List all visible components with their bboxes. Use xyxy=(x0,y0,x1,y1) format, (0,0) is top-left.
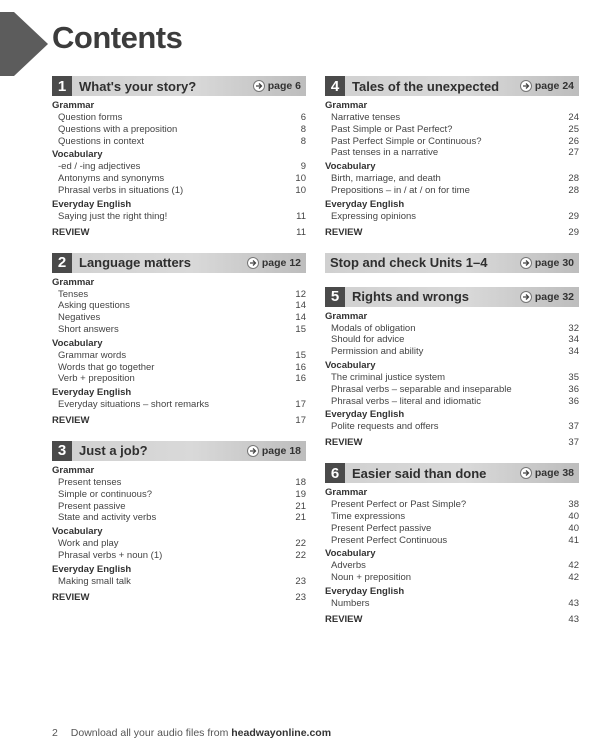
unit-block xyxy=(325,463,579,626)
contents-entry[interactable] xyxy=(325,384,579,396)
entry-page: 27 xyxy=(568,147,579,159)
contents-entry[interactable] xyxy=(52,289,306,301)
entry-page: 28 xyxy=(568,184,579,196)
entry-title: Past Perfect Simple or Continuous? xyxy=(331,135,482,147)
review-label: REVIEW xyxy=(325,437,363,449)
unit-page-label: page 24 xyxy=(534,80,574,92)
unit-number: 5 xyxy=(325,287,345,307)
entry-page: 9 xyxy=(300,161,306,173)
review-entry[interactable] xyxy=(325,227,579,239)
entry-title: Words that go together xyxy=(58,361,155,373)
entry-title: Verb + preposition xyxy=(58,373,135,385)
section-heading: Grammar xyxy=(325,487,368,499)
arrow-right-circle-icon xyxy=(253,80,265,92)
entry-page: 40 xyxy=(568,522,579,534)
entry-page: 14 xyxy=(295,312,306,324)
unit-block xyxy=(52,441,306,604)
title-arrow-tip-icon xyxy=(14,12,48,76)
entry-page: 42 xyxy=(568,572,579,584)
contents-entry[interactable] xyxy=(52,362,306,374)
entry-title: Time expressions xyxy=(331,510,406,522)
unit-page-link[interactable] xyxy=(253,80,301,92)
contents-entry[interactable] xyxy=(325,334,579,346)
contents-entry[interactable] xyxy=(52,136,306,148)
review-label: REVIEW xyxy=(325,613,363,625)
unit-page-label: page 18 xyxy=(261,444,301,457)
contents-entry[interactable] xyxy=(325,112,579,124)
entry-title: Expressing opinions xyxy=(331,210,417,222)
unit-page-link[interactable] xyxy=(247,445,301,457)
contents-entry[interactable] xyxy=(52,399,306,411)
entry-title: Phrasal verbs – literal and idiomatic xyxy=(331,395,481,407)
entry-title: Present tenses xyxy=(58,476,122,488)
entry-title: Past Simple or Past Perfect? xyxy=(331,123,453,135)
entry-title: Present Perfect or Past Simple? xyxy=(331,499,467,511)
entry-page: 10 xyxy=(295,184,306,196)
entry-title: Phrasal verbs + noun (1) xyxy=(58,549,163,561)
review-page: 17 xyxy=(295,414,306,426)
review-page: 37 xyxy=(568,437,579,449)
entry-page: 41 xyxy=(568,534,579,546)
contents-entry[interactable] xyxy=(325,523,579,535)
unit-title: Language matters xyxy=(79,255,191,271)
unit-title: Rights and wrongs xyxy=(352,289,469,305)
unit-page-link[interactable] xyxy=(520,291,574,303)
unit-block xyxy=(52,253,306,427)
entry-page: 15 xyxy=(295,323,306,335)
footer-link[interactable]: headwayonline.com xyxy=(231,727,332,739)
contents-entry[interactable] xyxy=(325,124,579,136)
entry-title: State and activity verbs xyxy=(58,512,157,524)
contents-entry[interactable] xyxy=(52,211,306,223)
unit-title: Easier said than done xyxy=(352,465,487,481)
section-heading: Everyday English xyxy=(325,409,405,421)
entry-page: 12 xyxy=(295,288,306,300)
contents-entry[interactable] xyxy=(52,550,306,562)
entry-title: Permission and ability xyxy=(331,346,424,358)
contents-entry[interactable] xyxy=(325,511,579,523)
entry-page: 36 xyxy=(568,395,579,407)
entry-page: 23 xyxy=(295,575,306,587)
entry-title: Tenses xyxy=(58,288,89,300)
entry-page: 34 xyxy=(568,334,579,346)
entry-page: 19 xyxy=(295,488,306,500)
entry-page: 38 xyxy=(568,499,579,511)
entry-title: Present passive xyxy=(58,500,126,512)
entry-title: Short answers xyxy=(58,323,119,335)
entry-title: Negatives xyxy=(58,312,101,324)
unit-block xyxy=(52,76,306,239)
section-heading: Grammar xyxy=(52,276,95,288)
contents-entry[interactable] xyxy=(325,572,579,584)
contents-entry[interactable] xyxy=(325,185,579,197)
entry-page: 18 xyxy=(295,476,306,488)
entry-title: Everyday situations – short remarks xyxy=(58,399,210,411)
unit-page-link[interactable] xyxy=(520,257,574,269)
contents-entry[interactable] xyxy=(325,211,579,223)
unit-header[interactable] xyxy=(52,253,306,273)
review-entry[interactable] xyxy=(325,614,579,626)
section-heading: Everyday English xyxy=(325,585,405,597)
entry-title: Should for advice xyxy=(331,334,405,346)
section-heading: Vocabulary xyxy=(325,548,376,560)
review-page: 29 xyxy=(568,226,579,238)
entry-page: 36 xyxy=(568,383,579,395)
review-label: REVIEW xyxy=(52,414,90,426)
contents-entry[interactable] xyxy=(52,300,306,312)
entry-page: 29 xyxy=(568,210,579,222)
contents-entry[interactable] xyxy=(52,324,306,336)
entry-page: 22 xyxy=(295,538,306,550)
entry-page: 21 xyxy=(295,500,306,512)
entry-title: Birth, marriage, and death xyxy=(331,173,441,185)
entry-page: 35 xyxy=(568,371,579,383)
unit-page-label: page 12 xyxy=(261,256,301,269)
entry-page: 14 xyxy=(295,300,306,312)
section-heading: Vocabulary xyxy=(52,337,103,349)
unit-page-label: page 32 xyxy=(534,290,574,303)
entry-page: 37 xyxy=(568,421,579,433)
entry-page: 17 xyxy=(295,399,306,411)
entry-page: 25 xyxy=(568,123,579,135)
contents-entry[interactable] xyxy=(325,372,579,384)
stop-and-check-title: Stop and check Units 1–4 xyxy=(330,255,488,271)
entry-title: Question forms xyxy=(58,112,123,123)
section-heading: Everyday English xyxy=(52,387,132,399)
footer xyxy=(52,727,331,739)
review-entry[interactable] xyxy=(52,592,306,604)
arrow-right-circle-icon xyxy=(520,257,532,269)
contents-entry[interactable] xyxy=(325,173,579,185)
contents-entry[interactable] xyxy=(52,124,306,136)
section-heading: Grammar xyxy=(52,100,95,111)
arrow-right-circle-icon xyxy=(247,445,259,457)
entry-title: Saying just the right thing! xyxy=(58,210,168,222)
unit-block xyxy=(325,287,579,450)
unit-page-label: page 30 xyxy=(534,256,574,269)
section-heading: Vocabulary xyxy=(325,359,376,371)
contents-entry[interactable] xyxy=(325,499,579,511)
unit-number: 3 xyxy=(52,441,72,461)
unit-page-link[interactable] xyxy=(247,257,301,269)
entry-page: 32 xyxy=(568,322,579,334)
contents-entry[interactable] xyxy=(325,323,579,335)
entry-title: Adverbs xyxy=(331,560,366,572)
review-page: 43 xyxy=(568,613,579,625)
contents-entry[interactable] xyxy=(52,185,306,197)
unit-title: What's your story? xyxy=(79,78,197,94)
footer-page-number: 2 xyxy=(52,727,58,739)
entry-title: Numbers xyxy=(331,597,370,609)
section-heading: Grammar xyxy=(52,464,95,476)
entry-page: 11 xyxy=(296,210,306,222)
unit-title: Tales of the unexpected xyxy=(352,78,500,94)
footer-text: Download all your audio files from xyxy=(70,727,229,739)
entry-title: -ed / -ing adjectives xyxy=(58,161,141,173)
unit-header[interactable] xyxy=(325,76,579,96)
entry-title: Phrasal verbs in situations (1) xyxy=(58,184,184,196)
contents-entry[interactable] xyxy=(52,477,306,489)
entry-title: Questions with a preposition xyxy=(58,123,178,135)
right-column xyxy=(325,76,579,640)
contents-entry[interactable] xyxy=(325,147,579,159)
unit-block xyxy=(325,76,579,239)
entry-title: Polite requests and offers xyxy=(331,421,439,433)
unit-number: 2 xyxy=(52,253,72,273)
entry-title: Noun + preposition xyxy=(331,572,412,584)
entry-page: 8 xyxy=(300,123,306,135)
contents-entry[interactable] xyxy=(52,350,306,362)
unit-header[interactable] xyxy=(52,441,306,461)
review-entry[interactable] xyxy=(52,227,306,239)
contents-entry[interactable] xyxy=(325,560,579,572)
entry-title: Asking questions xyxy=(58,300,130,312)
entry-title: Phrasal verbs – separable and inseparable xyxy=(331,383,512,395)
section-heading: Everyday English xyxy=(325,198,405,210)
contents-entry[interactable] xyxy=(325,421,579,433)
section-heading: Grammar xyxy=(325,100,368,111)
entry-page: 24 xyxy=(568,112,579,123)
unit-number: 1 xyxy=(52,76,72,96)
entry-title: The criminal justice system xyxy=(331,371,446,383)
unit-header[interactable] xyxy=(325,463,579,483)
review-entry[interactable] xyxy=(52,415,306,427)
title-arrow-icon xyxy=(0,12,14,76)
entry-title: Questions in context xyxy=(58,135,145,147)
entry-title: Present Perfect passive xyxy=(331,522,432,534)
entry-title: Work and play xyxy=(58,538,119,550)
entry-page: 43 xyxy=(568,597,579,609)
contents-entry[interactable] xyxy=(52,373,306,385)
entry-page: 42 xyxy=(568,560,579,572)
entry-page: 26 xyxy=(568,135,579,147)
contents-entry[interactable] xyxy=(325,598,579,610)
entry-page: 16 xyxy=(295,373,306,385)
review-label: REVIEW xyxy=(52,226,90,238)
unit-page-link[interactable] xyxy=(520,80,574,92)
page-title: Contents xyxy=(52,20,183,55)
unit-page-label: page 6 xyxy=(267,80,301,92)
unit-header[interactable] xyxy=(52,76,306,96)
contents-entry[interactable] xyxy=(52,312,306,324)
contents-entry[interactable] xyxy=(52,501,306,513)
arrow-right-circle-icon xyxy=(520,291,532,303)
entry-title: Present Perfect Continuous xyxy=(331,534,448,546)
review-label: REVIEW xyxy=(52,591,90,603)
section-heading: Grammar xyxy=(325,310,368,322)
arrow-right-circle-icon xyxy=(247,257,259,269)
review-page: 23 xyxy=(295,591,306,603)
section-heading: Everyday English xyxy=(52,563,132,575)
entry-title: Past tenses in a narrative xyxy=(331,147,439,159)
entry-title: Narrative tenses xyxy=(331,112,401,123)
contents-entry[interactable] xyxy=(52,576,306,588)
review-page: 11 xyxy=(296,226,306,238)
entry-page: 21 xyxy=(295,512,306,524)
contents-entry[interactable] xyxy=(52,489,306,501)
contents-entry[interactable] xyxy=(52,538,306,550)
unit-title: Just a job? xyxy=(79,443,148,459)
section-heading: Vocabulary xyxy=(325,161,376,173)
unit-page-link[interactable] xyxy=(520,467,574,479)
entry-page: 8 xyxy=(300,135,306,147)
review-entry[interactable] xyxy=(325,437,579,449)
entry-page: 6 xyxy=(300,112,306,123)
unit-header[interactable] xyxy=(325,287,579,307)
contents-entry[interactable] xyxy=(325,396,579,408)
entry-page: 22 xyxy=(295,549,306,561)
unit-number: 6 xyxy=(325,463,345,483)
entry-page: 15 xyxy=(295,349,306,361)
entry-title: Making small talk xyxy=(58,575,131,587)
entry-page: 40 xyxy=(568,510,579,522)
entry-page: 28 xyxy=(568,173,579,185)
entry-title: Prepositions – in / at / on for time xyxy=(331,184,470,196)
unit-number: 4 xyxy=(325,76,345,96)
entry-title: Modals of obligation xyxy=(331,322,416,334)
contents-entry[interactable] xyxy=(52,512,306,524)
review-label: REVIEW xyxy=(325,226,363,238)
unit-page-label: page 38 xyxy=(534,467,574,480)
arrow-right-circle-icon xyxy=(520,80,532,92)
contents-entry[interactable] xyxy=(52,112,306,124)
contents-entry[interactable] xyxy=(325,136,579,148)
contents-entry[interactable] xyxy=(325,346,579,358)
entry-title: Simple or continuous? xyxy=(58,488,152,500)
entry-page: 10 xyxy=(295,173,306,185)
section-heading: Vocabulary xyxy=(52,526,103,538)
entry-page: 34 xyxy=(568,346,579,358)
entry-title: Grammar words xyxy=(58,349,127,361)
left-column xyxy=(52,76,306,618)
section-heading: Vocabulary xyxy=(52,149,103,161)
entry-title: Antonyms and synonyms xyxy=(58,173,165,185)
stop-and-check-header[interactable] xyxy=(325,253,579,273)
entry-page: 16 xyxy=(295,361,306,373)
contents-entry[interactable] xyxy=(52,161,306,173)
section-heading: Everyday English xyxy=(52,198,132,210)
contents-entry[interactable] xyxy=(52,173,306,185)
contents-entry[interactable] xyxy=(325,535,579,547)
arrow-right-circle-icon xyxy=(520,467,532,479)
